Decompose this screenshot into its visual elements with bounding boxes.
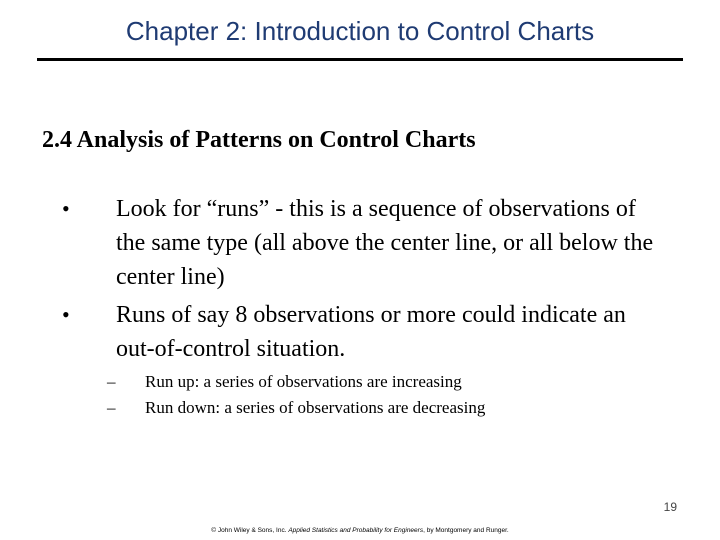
sub-bullet-text: Run down: a series of observations are decreasing (145, 398, 486, 417)
bullet-mark: • (62, 302, 70, 327)
footer-prefix: © John Wiley & Sons, Inc. (211, 527, 289, 534)
header-divider (37, 58, 683, 61)
sub-bullet-text: Run up: a series of observations are increasing (145, 372, 462, 391)
section-title: 2.4 Analysis of Patterns on Control Charts (42, 127, 476, 153)
bullet-mark: • (62, 196, 70, 221)
sub-bullet-mark: – (107, 372, 116, 391)
bullet-text: Look for “runs” - this is a sequence of observations of the same type (all above the center line, or all below the center line) (116, 196, 654, 290)
footer-book-title: Applied Statistics and Probability for Engineers (288, 527, 424, 534)
footer-suffix: , by Montgomery and Runger. (423, 527, 509, 534)
sub-bullet-mark: – (107, 398, 116, 417)
bullet-text: Runs of say 8 observations or more could indicate an out-of-control situation. (116, 302, 626, 362)
page-number: 19 (663, 500, 677, 514)
slide-header-title: Chapter 2: Introduction to Control Charts (125, 16, 595, 46)
copyright-footer (0, 527, 720, 534)
